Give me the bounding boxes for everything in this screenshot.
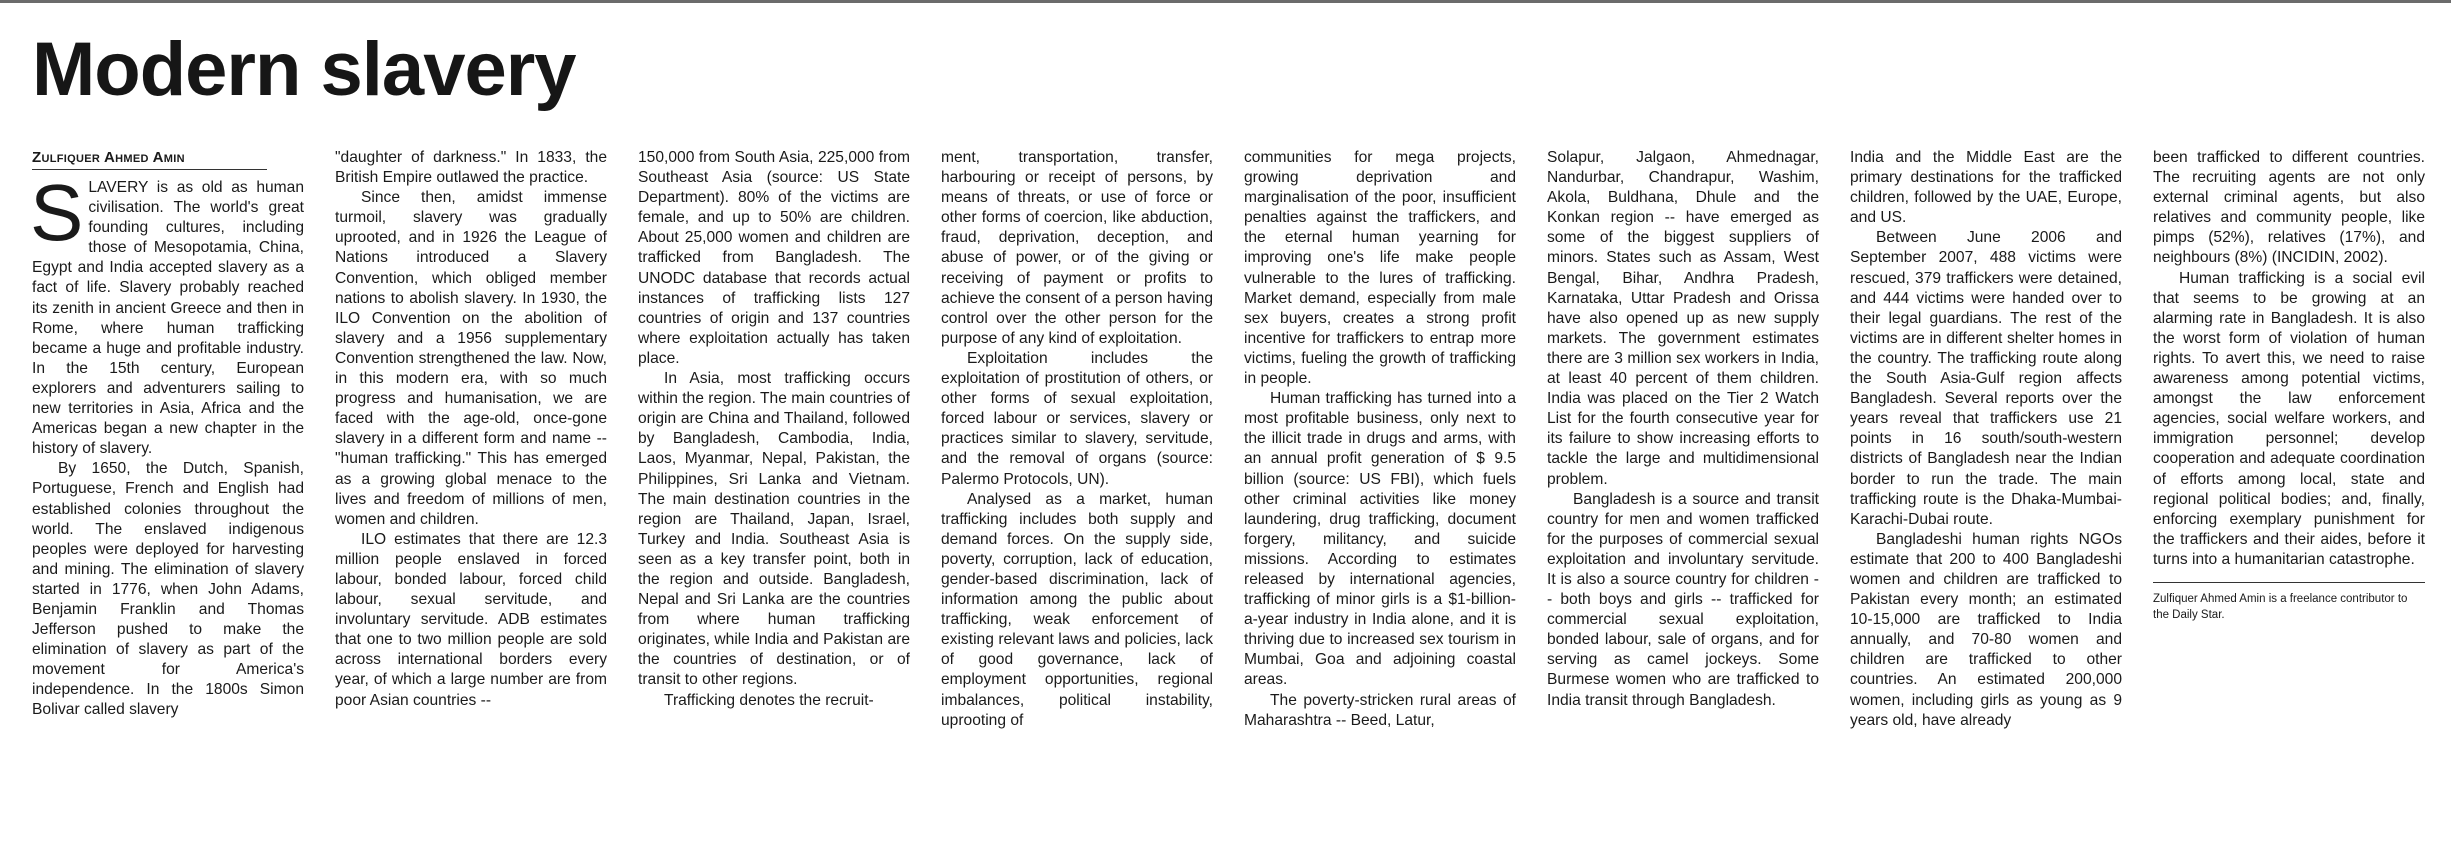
paragraph: communities for mega projects, growing deprivation and marginalisation of the poor, insufficient penalties against the traffickers, and the eternal human yearning for improving one's life make people vulnerable to the lures of trafficking. Market demand, especially from male sex buyers, creates a strong profit incentive for traffickers to entrap more victims, fueling the growth of trafficking in people. bbox=[1244, 149, 1516, 388]
paragraph: Solapur, Jalgaon, Ahmednagar, Nandurbar, Chandrapur, Washim, Akola, Buldhana, Dhule and the Konkan region -- have emerged as some of the biggest suppliers of minors. States such as Assam, West Bengal, Bihar, Andhra Pradesh, Karnataka, Uttar Pradesh and Orissa have also opened up as new supply markets. The government estimates there are 3 million sex workers in India, at least 40 percent of them children. India was placed on the Tier 2 Watch List for the fourth consecutive year for its failure to show increasing efforts to tackle the large and multidimensional problem. bbox=[1547, 149, 1819, 488]
paragraph-text: LAVERY is as old as human civilisation. The world's great founding cultures, including those of Mesopotamia, China, Egypt and India accepted slavery as a fact of life. Slavery probably reached its zenith in ancient Greece and then in Rome, where human trafficking became a huge and profitable industry. In the 15th century, European explorers and adventurers sailing to new territories in Asia, Africa and the Americas began a new chapter in the history of slavery. bbox=[32, 179, 304, 458]
paragraph: Exploitation includes the exploitation of prostitution of others, or other forms of sexual exploitation, forced labour or services, slavery or practices similar to slavery, servitude, and the removal of organs (source: Palermo Protocols, UN). bbox=[941, 349, 1213, 488]
article-body bbox=[32, 148, 2432, 838]
paragraph: ment, transportation, transfer, harbouring or receipt of persons, by means of threats, or use of force or other forms of coercion, like abduction, fraud, deprivation, deception, and abuse of power, or of the giving or receiving of payment or profits to achieve the consent of a person having control over the other person for the purpose of any kind of exploitation. bbox=[941, 149, 1213, 347]
byline: Zulfiquer Ahmed Amin bbox=[32, 149, 267, 170]
paragraph: 150,000 from South Asia, 225,000 from Southeast Asia (source: US State Department). 80% of the victims are female, and up to 50% are children. About 25,000 women and children are trafficked from Bangladesh. The UNODC database that records actual instances of trafficking lists 127 countries of origin and 137 countries where exploitation actually has taken place. bbox=[638, 149, 910, 367]
column-4 bbox=[941, 148, 1213, 838]
column-3 bbox=[638, 148, 910, 838]
paragraph: Between June 2006 and September 2007, 488 victims were rescued, 379 traffickers were detained, and 444 victims were handed over to their legal guardians. The rest of the victims are in different shelter homes in the country. The trafficking route along the South Asia-Gulf region affects Bangladesh. Several reports over the years reveal that traffickers use 21 points in 16 south/south-western districts of Bangladesh near the Indian border to run the trade. The main trafficking route is the Dhaka-Mumbai-Karachi-Dubai route. bbox=[1850, 229, 2122, 528]
paragraph bbox=[30, 168, 304, 459]
paragraph: Human trafficking is a social evil that seems to be growing at an alarming rate in Bangladesh. It is also the worst form of violation of human rights. To avert this, we need to raise awareness among potential victims, amongst the law enforcement agencies, social welfare workers, and immigration personnel; develop cooperation and adequate coordination of efforts among local, state and regional political bodies; and, finally, enforcing exemplary punishment for the traffickers and their aides, before it turns into a humanitarian catastrophe. bbox=[2153, 269, 2425, 568]
column-8 bbox=[2153, 148, 2425, 838]
paragraph: In Asia, most trafficking occurs within the region. The main countries of origin are China and Thailand, followed by Bangladesh, Cambodia, India, Laos, Myanmar, Nepal, Pakistan, the Philippines, Sri Lanka and Vietnam. The main destination countries in the region are Thailand, Japan, Israel, Turkey and India. Southeast Asia is seen as a key transfer point, both in the region and outside. Bangladesh, Nepal and Sri Lanka are the countries from where human trafficking originates, while India and Pakistan are the countries of destination, or of transit to other regions. bbox=[638, 370, 910, 689]
paragraph: been trafficked to different countries. The recruiting agents are not only external criminal agents, but also relatives and community people, like pimps (52%), relatives (17%), and neighbours (8%) (INCIDIN, 2002). bbox=[2153, 149, 2425, 267]
paragraph: ILO estimates that there are 12.3 million people enslaved in forced labour, bonded labour, forced child labour, sexual servitude, and involuntary servitude. ADB estimates that one to two million people are sold across international borders every year, of which a large number are from poor Asian countries -- bbox=[335, 530, 607, 709]
footnote-divider bbox=[2153, 582, 2425, 623]
headline: Modern slavery bbox=[32, 27, 576, 112]
paragraph: The poverty-stricken rural areas of Maharashtra -- Beed, Latur, bbox=[1244, 691, 1516, 729]
column-6 bbox=[1547, 148, 1819, 838]
column-2 bbox=[335, 148, 607, 838]
paragraph: Analysed as a market, human trafficking includes both supply and demand forces. On the supply side, poverty, corruption, lack of education, gender-based discrimination, lack of information among the public about trafficking, weak enforcement of existing relevant laws and policies, lack of good governance, lack of employment opportunities, regional imbalances, political instability, uprooting of bbox=[941, 490, 1213, 729]
paragraph: Bangladeshi human rights NGOs estimate that 200 to 400 Bangladeshi women and children are trafficked to Pakistan every month; an estimated 10-15,000 are trafficked to India annually, and 70-80 women and children are trafficked to other countries. An estimated 200,000 women, including girls as young as 9 years old, have already bbox=[1850, 530, 2122, 729]
paragraph: Trafficking denotes the recruit- bbox=[664, 691, 874, 709]
paragraph: India and the Middle East are the primary destinations for the trafficked children, followed by the UAE, Europe, and US. bbox=[1850, 149, 2122, 227]
author-footnote: Zulfiquer Ahmed Amin is a freelance contributor to the Daily Star. bbox=[2153, 592, 2408, 621]
paragraph: By 1650, the Dutch, Spanish, Portuguese, French and English had established colonies throughout the world. The enslaved indigenous peoples were deployed for harvesting and mining. The elimination of slavery started in 1776, when John Adams, Benjamin Franklin and Thomas Jefferson pushed to make the elimination of slavery as part of the movement for America's independence. In the 1800s Simon Bolivar called slavery bbox=[32, 460, 304, 719]
paragraph: Since then, amidst immense turmoil, slavery was gradually uprooted, and in 1926 the League of Nations introduced a Slavery Convention, which obliged member nations to abolish slavery. In 1930, the ILO Convention on the abolition of slavery and a 1956 supplementary Convention strengthened the law. Now, in this modern era, with so much progress and humanisation, we are faced with the age-old, once-gone slavery in a different form and name -- "human trafficking." This has emerged as a growing global menace to the lives and freedom of millions of men, women and children. bbox=[335, 189, 607, 528]
column-7 bbox=[1850, 148, 2122, 838]
drop-cap: S bbox=[30, 168, 84, 257]
paragraph: Bangladesh is a source and transit country for men and women trafficked for the purposes of commercial sexual exploitation and involuntary servitude. It is also a source country for children -- both boys and girls -- trafficked for commercial sexual exploitation, bonded labour, sale of organs, and for serving as camel jockeys. Some Burmese women who are trafficked to India transit through Bangladesh. bbox=[1547, 490, 1819, 709]
column-1 bbox=[32, 148, 304, 838]
paragraph: "daughter of darkness." In 1833, the British Empire outlawed the practice. bbox=[335, 149, 607, 187]
paragraph: Human trafficking has turned into a most profitable business, only next to the illicit trade in drugs and arms, with an annual profit generation of $ 9.5 billion (source: US FBI), which fuels other criminal activities like money laundering, drug trafficking, document forgery, militancy, and suicide missions. According to estimates released by international agencies, trafficking of minor girls is a $1-billion-a-year industry in India alone, and it is thriving due to increased sex tourism in Mumbai, Goa and adjoining coastal areas. bbox=[1244, 390, 1516, 689]
top-rule bbox=[0, 0, 2451, 3]
column-5 bbox=[1244, 148, 1516, 838]
